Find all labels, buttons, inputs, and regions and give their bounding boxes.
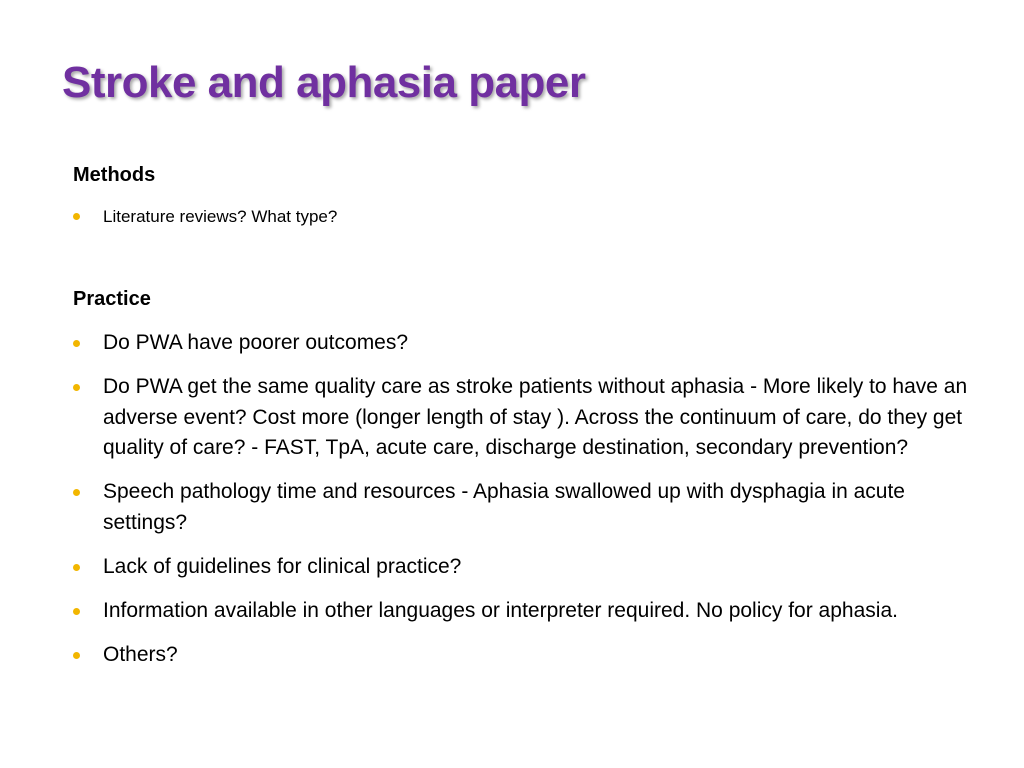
bullet-dot-icon (73, 213, 80, 220)
list-item (73, 477, 968, 538)
bullet-text: Do PWA have poorer outcomes? (103, 331, 409, 354)
bullet-text: Lack of guidelines for clinical practice? (103, 554, 462, 578)
list-item (73, 640, 968, 671)
bullet-text: Others? (103, 642, 178, 666)
bullet-dot-icon (73, 652, 80, 659)
list-item (73, 205, 968, 229)
list-item (73, 596, 968, 627)
list-item (73, 328, 968, 359)
bullet-text: Literature reviews? What type? (103, 207, 338, 226)
bullet-dot-icon (73, 608, 80, 615)
practice-heading: Practice (73, 288, 151, 310)
methods-list (73, 205, 968, 243)
list-item (73, 552, 968, 583)
bullet-text: Speech pathology time and resources - Aphasia swallowed up with dysphagia in acute settings? (103, 480, 905, 534)
methods-heading: Methods (73, 164, 156, 186)
bullet-dot-icon (73, 340, 80, 347)
bullet-dot-icon (73, 564, 80, 571)
list-item (73, 372, 968, 464)
bullet-dot-icon (73, 489, 80, 496)
slide-title: Stroke and aphasia paper (62, 58, 586, 107)
bullet-dot-icon (73, 384, 80, 391)
practice-list (73, 328, 968, 684)
bullet-text: Do PWA get the same quality care as stroke patients without aphasia - More likely to have an adverse event? Cost more (longer length of stay ). Across the continuum of care, do they get quality of care? - FAST, TpA, acute care, discharge destination, secondary prevention? (103, 375, 968, 459)
bullet-text: Information available in other languages or interpreter required. No policy for aphasia. (103, 598, 898, 622)
